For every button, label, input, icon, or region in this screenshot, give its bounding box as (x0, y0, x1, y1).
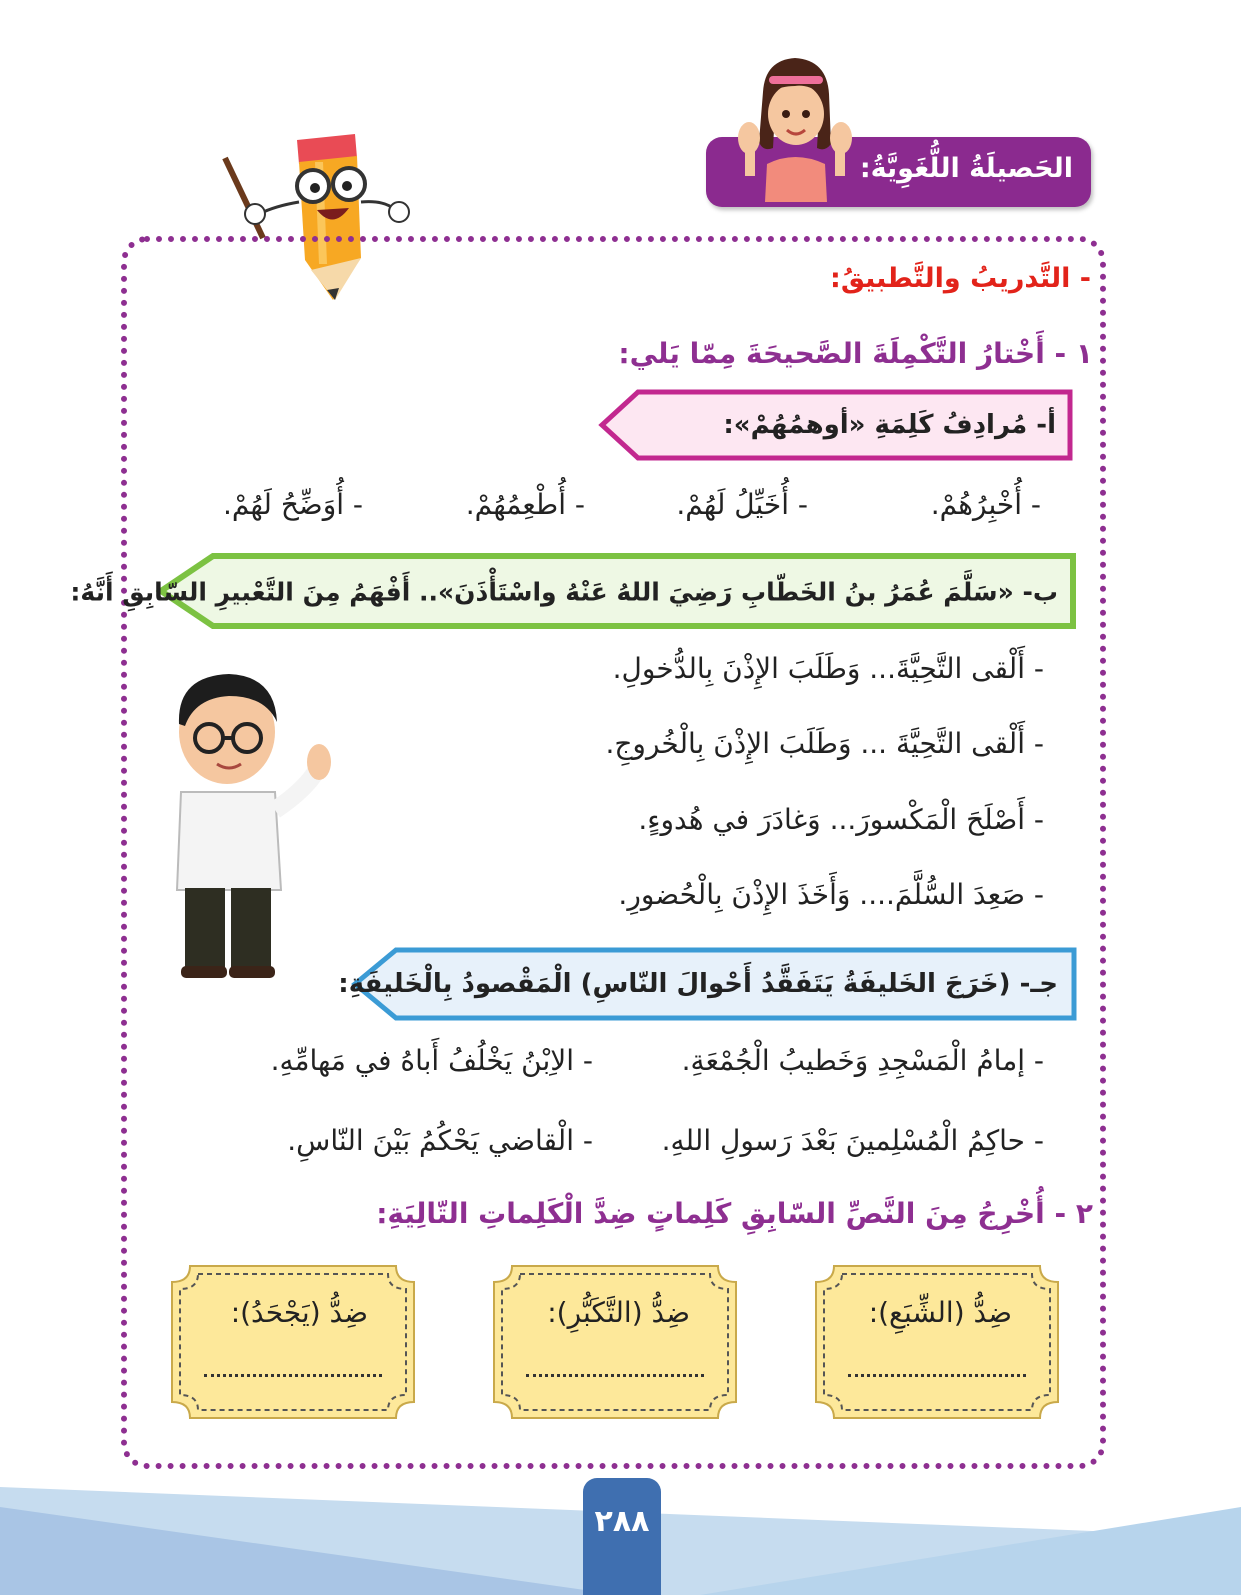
question-2-heading: ٢ - أُخْرِجُ مِنَ النَّصِّ السّابِقِ كَلِماتٍ ضِدَّ الْكَلِماتِ التّالِيَةِ: (376, 1197, 1093, 1230)
page-number-tab (583, 1478, 661, 1595)
question-1c-prompt: جـ- (خَرَجَ الخَليفَةُ يَتَفَقَّدُ أَحْوالَ النّاسِ) الْمَقْصودُ بِالْخَليفَةِ: (338, 969, 1058, 999)
antonym-box-1[interactable] (812, 1262, 1062, 1422)
antonym-box-1-label: ضِدُّ (الشِّبَعِ): (868, 1296, 1012, 1329)
option-1c-1[interactable]: - إمامُ الْمَسْجِدِ وَخَطيبُ الْجُمْعَةِ. (681, 1044, 1044, 1077)
option-1b-2[interactable]: - أَلْقى التَّحِيَّةَ ... وَطَلَبَ الإِذْنَ بِالْخُروجِ. (605, 727, 1044, 760)
option-1a-2[interactable]: - أُخَيِّلُ لَهُمْ. (676, 488, 808, 521)
option-1c-3[interactable]: - حاكِمُ الْمُسْلِمينَ بَعْدَ رَسولِ اللهِ. (661, 1124, 1044, 1157)
antonym-box-3-label: ضِدُّ (يَجْحَدُ): (230, 1296, 368, 1329)
question-1b-prompt: ب- «سَلَّمَ عُمَرُ بنُ الخَطّابِ رَضِيَ اللهُ عَنْهُ واسْتَأْذَنَ».. أَفْهَمُ مِنَ التَّعْبيرِ السّابِقِ أَنَّهُ: (70, 577, 1058, 607)
option-1b-3[interactable]: - أَصْلَحَ الْمَكْسورَ... وَغادَرَ في هُدوءٍ. (638, 803, 1044, 836)
section-title: الحَصيلَةُ اللُّغَوِيَّةُ: (859, 153, 1073, 184)
answer-line[interactable] (526, 1374, 704, 1377)
answer-line[interactable] (204, 1374, 382, 1377)
question-1a-banner (598, 386, 1078, 464)
question-1-heading: ١ - أَخْتارُ التَّكْمِلَةَ الصَّحيحَةَ مِمّا يَلي: (618, 337, 1093, 370)
option-1a-1[interactable]: - أُخْبِرُهُمْ. (930, 488, 1041, 521)
option-1b-1[interactable]: - أَلْقى التَّحِيَّةَ... وَطَلَبَ الإِذْنَ بِالدُّخولِ. (612, 652, 1044, 685)
answer-line[interactable] (848, 1374, 1026, 1377)
question-1a-prompt: أ- مُرادِفُ كَلِمَةِ «أوهمُهُمْ»: (723, 410, 1056, 440)
option-1a-4[interactable]: - أُوَضِّحُ لَهُمْ. (222, 488, 363, 521)
section-heading: - التَّدريبُ والتَّطبيقُ: (830, 263, 1091, 294)
boy-illustration (155, 660, 335, 980)
option-1b-4[interactable]: - صَعِدَ السُّلَّمَ.... وَأَخَذَ الإِذْنَ بِالْحُضورِ. (618, 878, 1044, 911)
antonym-box-3[interactable] (168, 1262, 418, 1422)
question-1b-banner (70, 550, 1080, 634)
page-number: ٢٨٨ (594, 1504, 650, 1539)
option-1a-3[interactable]: - أُطْعِمُهُمْ. (465, 488, 585, 521)
antonym-box-2-label: ضِدُّ (التَّكَبُّرِ): (547, 1296, 690, 1329)
antonym-box-2[interactable] (490, 1262, 740, 1422)
option-1c-2[interactable]: - الاِبْنُ يَخْلُفُ أَباهُ في مَهامِّهِ. (270, 1044, 593, 1077)
option-1c-4[interactable]: - الْقاضي يَحْكُمُ بَيْنَ النّاسِ. (287, 1124, 593, 1157)
question-1c-banner (338, 944, 1080, 1024)
girl-illustration (735, 52, 855, 202)
